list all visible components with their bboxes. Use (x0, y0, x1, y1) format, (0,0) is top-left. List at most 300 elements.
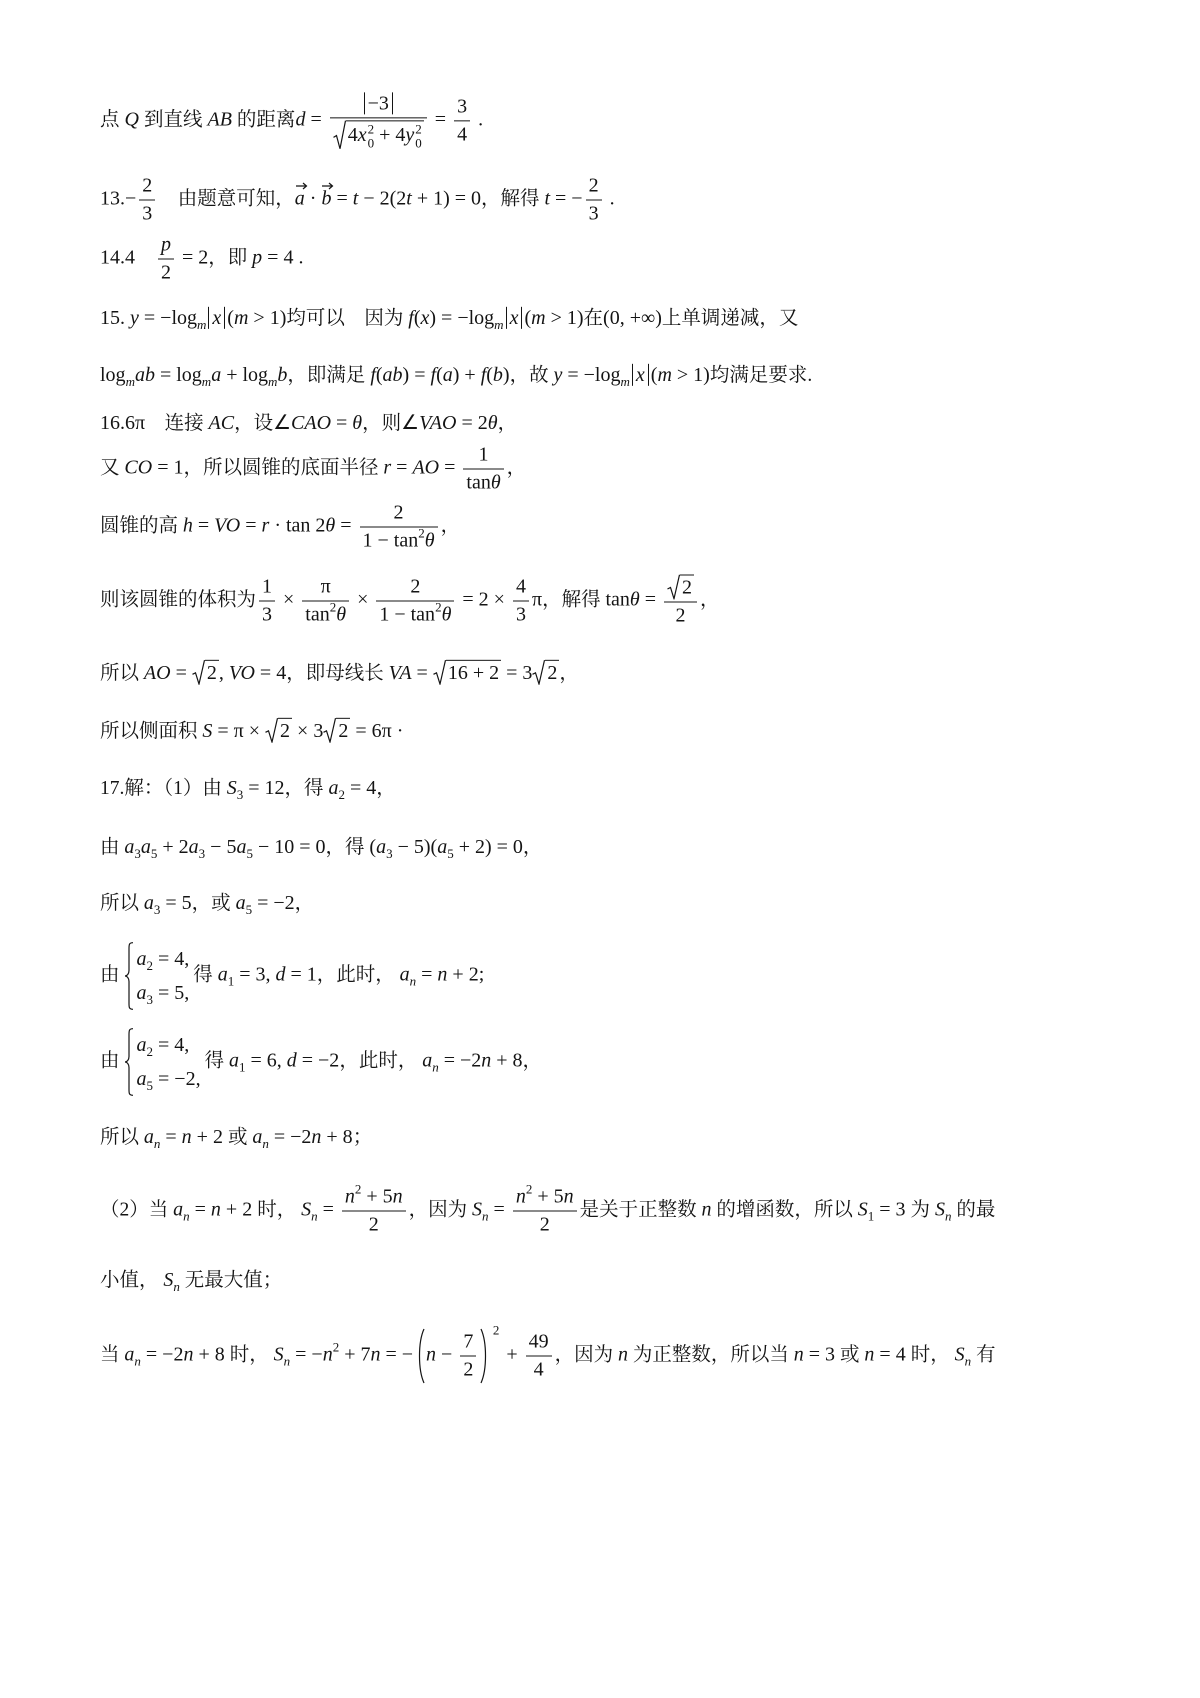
math-variable: CO (124, 456, 153, 479)
fraction (454, 96, 470, 147)
numerator (139, 175, 155, 200)
text-line (100, 234, 303, 285)
text-line (100, 1322, 996, 1384)
fraction (586, 175, 602, 226)
math-text: − 2(2 (358, 187, 407, 210)
math-variable: a (143, 1125, 154, 1148)
math-text: 3 (515, 603, 526, 626)
math-text: 4 (533, 1358, 544, 1381)
math-text: = log (154, 363, 202, 386)
math-text: = − (550, 187, 583, 210)
superscript: 2 (354, 1181, 362, 1197)
radical-sign-stroke (668, 575, 680, 599)
math-text: 2 (280, 719, 291, 742)
radicand (205, 660, 219, 685)
cjk-text: 所以 (100, 662, 144, 684)
subscript: n (409, 973, 417, 989)
math-text: 2 (338, 719, 349, 742)
cjk-text: 在 (583, 307, 604, 329)
denominator (139, 200, 155, 226)
cjk-text: ， (294, 892, 315, 914)
cjk-text: 为正整数，所以当 (627, 1344, 794, 1366)
math-variable: a (235, 891, 246, 914)
cjk-text: ， (497, 412, 518, 434)
math-text: − 10 = 0 (252, 835, 326, 858)
math-text: 2 (682, 576, 692, 599)
math-text: − 5)( (392, 835, 438, 858)
math-variable: n (426, 1343, 437, 1366)
numerator (463, 444, 503, 469)
numerator (664, 575, 697, 602)
math-variable: θ (325, 514, 336, 537)
math-variable: a (136, 1034, 147, 1056)
cjk-text: 则该圆锥的体积为 (100, 589, 257, 611)
math-text: + 5 (532, 1185, 564, 1208)
cjk-text: ，故 (509, 364, 554, 386)
math-text: 14.4 (100, 246, 155, 269)
math-text: + 2; (447, 963, 485, 986)
math-variable: θ (336, 603, 347, 626)
math-variable: S (472, 1198, 483, 1221)
math-text: = 4, (153, 1034, 190, 1056)
radical-sign-icon (667, 575, 680, 600)
math-variable: b (492, 363, 503, 386)
math-text: ) (502, 363, 510, 386)
math-variable: b (321, 187, 332, 210)
equation-system (122, 1028, 201, 1096)
subscript: 5 (245, 901, 253, 917)
math-text: −3 (367, 92, 389, 115)
radicand (446, 660, 501, 685)
superscript: 2 (329, 599, 337, 615)
math-text: 3 (457, 95, 468, 118)
math-text: = 3 (803, 1343, 841, 1366)
math-variable: ab (382, 363, 403, 386)
radicand (346, 120, 424, 149)
math-text: = (391, 456, 413, 479)
math-variable: n (481, 1049, 492, 1072)
cjk-text: ，此时， (316, 964, 400, 986)
cjk-text: ， (700, 589, 720, 611)
math-text: 1 − tan (362, 529, 419, 552)
radical-sign-stroke (324, 718, 336, 742)
denominator (463, 469, 503, 495)
math-variable: a (188, 835, 199, 858)
fraction (360, 502, 438, 553)
superscript: 2 (367, 121, 375, 137)
math-text: = (192, 514, 215, 537)
superscript: 2 (415, 121, 422, 137)
math-text: = (240, 514, 262, 537)
denominator (259, 601, 275, 627)
math-text: ) = −log (429, 306, 495, 329)
math-text: π (320, 575, 331, 598)
math-text: ∠ (401, 411, 420, 434)
math-text: 15. (100, 306, 130, 329)
cjk-text: 所以 (100, 1126, 144, 1148)
math-text: = (639, 588, 661, 611)
math-text: 3 (262, 603, 273, 626)
text-line (100, 1124, 372, 1150)
text-line (100, 362, 812, 388)
math-text: = (331, 411, 353, 434)
math-variable: θ (352, 411, 363, 434)
denominator (513, 601, 529, 627)
math-text: ( (486, 363, 493, 386)
math-text: 1 − tan (379, 603, 436, 626)
math-variable: n (344, 1185, 355, 1208)
math-variable: θ (424, 529, 435, 552)
math-text: 2 (161, 261, 171, 284)
cjk-text: 17.解：（1）由 (100, 777, 227, 799)
left-brace-stroke (125, 943, 133, 1010)
denominator (342, 1211, 406, 1237)
cjk-text: 均满足要求. (709, 364, 813, 386)
equation-system (122, 942, 190, 1010)
subscript: 0 (415, 135, 422, 150)
math-text: > 1) (545, 306, 584, 329)
math-variable: p (252, 246, 263, 269)
vector-arrow-stroke (322, 183, 333, 189)
math-text: ) + (452, 363, 481, 386)
cjk-text: 的最 (951, 1199, 996, 1221)
cjk-text: ，因为 (554, 1344, 618, 1366)
math-variable: n (793, 1343, 804, 1366)
denominator (454, 121, 470, 147)
math-variable: f (370, 363, 376, 386)
cjk-text: 所以侧面积 (100, 720, 203, 742)
denominator (460, 1356, 476, 1382)
math-variable: n (437, 963, 448, 986)
math-variable: t (544, 187, 550, 210)
subscript: 1 (227, 973, 235, 989)
cjk-text: ，解得 (481, 188, 545, 210)
math-text: + 8 (491, 1049, 523, 1072)
cjk-text: 的距离 (236, 109, 296, 131)
math-variable: t (406, 187, 412, 210)
sub-superscript (415, 122, 422, 149)
math-variable: VO (214, 514, 241, 537)
math-text: × (278, 588, 300, 611)
math-text: 2 (463, 1358, 474, 1381)
math-text: − 5 (205, 835, 237, 858)
math-text: = 5 (160, 891, 192, 914)
math-text: = 1 (152, 456, 184, 479)
text-line (100, 175, 615, 226)
subscript: m (268, 373, 278, 389)
radical-sign-icon (433, 660, 446, 685)
math-text: = −2 (252, 891, 295, 914)
subscript: n (482, 1208, 489, 1224)
subscript: 5 (246, 845, 253, 861)
cjk-text: 时， (229, 1344, 274, 1366)
math-variable: a (124, 1343, 135, 1366)
denominator (360, 527, 438, 553)
math-text: = 6π · (350, 719, 404, 742)
math-text: + (501, 1343, 523, 1366)
math-variable: ab (134, 363, 155, 386)
denominator (513, 1211, 577, 1237)
math-text: = −log (562, 363, 621, 386)
math-variable: AO (412, 456, 440, 479)
math-text: ∠ (273, 411, 292, 434)
math-text: = −2 (296, 1049, 340, 1072)
math-variable: h (182, 514, 193, 537)
radical-sign-stroke (433, 660, 445, 684)
subscript: n (173, 1278, 180, 1294)
math-text: ( (436, 363, 443, 386)
subscript: m (125, 373, 135, 389)
text-line (100, 942, 484, 1010)
subscript: n (183, 1208, 190, 1224)
math-variable: a (136, 1068, 147, 1090)
math-variable: d (286, 1049, 297, 1072)
math-text: 2 (393, 501, 404, 524)
math-text: 49 (528, 1330, 549, 1353)
text-line (100, 1181, 996, 1237)
math-text: + 5 (361, 1185, 393, 1208)
cjk-text: ，即满足 (287, 364, 371, 386)
math-variable: x (420, 306, 430, 329)
math-variable: n (322, 1343, 333, 1366)
vector-arrow-icon (296, 183, 307, 190)
square-root (265, 718, 292, 743)
cjk-text: ，得 (325, 836, 370, 858)
math-variable: n (183, 1343, 194, 1366)
math-text: × (352, 588, 374, 611)
numerator (526, 1331, 552, 1356)
math-variable: VA (388, 661, 412, 684)
cjk-text: ； (352, 1126, 373, 1148)
math-text: ( (369, 835, 377, 858)
math-text: . (604, 187, 615, 210)
math-text: = 1 (285, 963, 317, 986)
numerator (513, 576, 529, 601)
superscript: 2 (525, 1181, 533, 1197)
text-line (100, 575, 720, 628)
cjk-text: ， (506, 457, 527, 479)
math-text: 2 (675, 604, 686, 627)
cjk-text: 点 (100, 109, 120, 131)
fraction (302, 576, 349, 627)
math-text: tan (466, 471, 491, 494)
subscript: n (964, 1353, 972, 1369)
math-text: = −2 (438, 1049, 482, 1072)
cjk-text: 到直线 (143, 109, 203, 131)
math-text: = 4, (153, 948, 190, 970)
cjk-text: （2）当 (100, 1199, 174, 1221)
right-parenthesis-icon (480, 1329, 489, 1384)
left-brace-icon (124, 1028, 134, 1096)
cjk-text: ，设 (234, 412, 274, 434)
denominator (158, 259, 174, 285)
text-line (100, 410, 517, 436)
math-text: = (170, 661, 192, 684)
cjk-text: 得 (193, 964, 218, 986)
superscript: 2 (332, 1339, 340, 1355)
math-variable: x (357, 124, 367, 146)
numerator (586, 175, 602, 200)
fraction (460, 1331, 476, 1382)
math-text: 16.6π (100, 411, 146, 434)
math-variable: t (352, 187, 359, 210)
cjk-text: 圆锥的高 (100, 515, 183, 537)
math-text: = (439, 456, 461, 479)
radicand (680, 575, 694, 600)
math-text: = 2 (177, 246, 209, 269)
math-text: 1 (262, 575, 273, 598)
math-variable: f (430, 363, 437, 386)
radicand (336, 718, 350, 743)
math-variable: p (161, 233, 171, 256)
radical-sign-stroke (266, 718, 278, 742)
numerator (376, 576, 454, 601)
math-variable: a (228, 1049, 239, 1072)
subscript: 1 (867, 1208, 875, 1224)
math-text: log (100, 363, 126, 386)
left-brace-icon (124, 942, 134, 1010)
cjk-text: 时， (910, 1344, 955, 1366)
math-variable: n (181, 1125, 192, 1148)
math-variable: n (701, 1198, 712, 1221)
math-text: = 3 (874, 1198, 911, 1221)
math-variable: S (202, 719, 213, 742)
math-text: 3 (142, 202, 153, 225)
cjk-text: ， (376, 777, 396, 799)
math-variable: S (954, 1343, 965, 1366)
math-variable: a (442, 363, 453, 386)
math-text: 2 (547, 661, 558, 684)
math-text: 2 (142, 174, 153, 197)
numerator (259, 576, 275, 601)
cjk-text: ，得 (284, 777, 329, 799)
math-text: > 1) (671, 363, 710, 386)
math-variable: n (311, 1125, 322, 1148)
math-variable: a (328, 776, 339, 799)
math-variable: n (210, 1198, 221, 1221)
cjk-text: ，所以圆锥的底面半径 (183, 457, 384, 479)
cjk-text: ，或 (191, 892, 236, 914)
math-text: = 4 (254, 661, 287, 684)
math-text: = − (290, 1343, 323, 1366)
square-root (333, 120, 424, 149)
radical-sign-icon (192, 660, 205, 685)
cjk-text: 或 (227, 1126, 253, 1148)
cjk-text: 由题意可知， (158, 188, 295, 210)
subscript: n (153, 1135, 161, 1151)
cjk-text: 均可以 因为 (286, 307, 409, 329)
math-text: = −2 (140, 1343, 184, 1366)
math-text: ( (650, 363, 658, 386)
cjk-text: 得 (204, 1050, 229, 1072)
subscript: 2 (146, 958, 154, 973)
math-variable: θ (490, 471, 501, 494)
math-text: = −2, (153, 1068, 201, 1090)
math-text: · tan 2 (269, 514, 326, 537)
cjk-text: 连接 (145, 412, 209, 434)
math-text: 4 (347, 124, 358, 146)
radical-sign-stroke (533, 660, 545, 684)
math-text: = π × (212, 719, 266, 742)
math-variable: S (301, 1198, 312, 1221)
text-line (100, 834, 542, 860)
right-parenthesis-stroke (481, 1329, 486, 1383)
math-variable: a (143, 891, 154, 914)
subscript: m (201, 373, 212, 389)
math-text: + 2 (191, 1125, 228, 1148)
superscript: 2 (418, 525, 425, 541)
radical-sign-stroke (333, 121, 345, 149)
square-root (433, 660, 501, 685)
radical-sign-stroke (192, 660, 204, 684)
subscript: n (944, 1208, 952, 1224)
math-variable: a (437, 835, 448, 858)
text-line (100, 305, 798, 331)
absolute-value (506, 307, 523, 329)
math-text: + 2 (220, 1198, 258, 1221)
text-line (100, 1028, 542, 1096)
subscript: n (283, 1353, 291, 1369)
math-text: 2 (588, 174, 599, 197)
denominator (526, 1356, 552, 1382)
math-variable: d (275, 963, 286, 986)
subscript: 3 (236, 786, 244, 802)
cjk-text: ， (440, 515, 461, 537)
math-variable: S (857, 1198, 868, 1221)
big-parentheses (415, 1329, 490, 1384)
subscript: 1 (238, 1059, 246, 1075)
math-text: − (436, 1343, 458, 1366)
subscript: n (134, 1353, 141, 1369)
subscript: 0 (367, 135, 375, 150)
math-text: = 5, (153, 982, 190, 1004)
math-text: = 2 × (457, 588, 510, 611)
math-text: 4 (515, 575, 526, 598)
fraction (259, 576, 275, 627)
math-text: + log (221, 363, 269, 386)
cjk-text: 由 (100, 836, 125, 858)
subscript: 5 (447, 845, 454, 861)
math-variable: CAO (291, 411, 332, 434)
denominator (664, 602, 697, 628)
math-variable: AC (208, 411, 235, 434)
math-text: 2 (368, 1213, 379, 1236)
numerator (460, 1331, 476, 1356)
cjk-text: 无最大值； (179, 1269, 283, 1291)
fraction (342, 1181, 406, 1237)
math-variable: θ (441, 603, 452, 626)
cjk-text: 所以 (100, 892, 144, 914)
equation-row (137, 1028, 201, 1062)
denominator (302, 601, 349, 627)
fraction (330, 92, 427, 149)
vector-arrow-stroke (296, 183, 307, 189)
text-line (100, 660, 579, 686)
cjk-text: ， (522, 1050, 543, 1072)
math-variable: a (136, 982, 147, 1004)
text-line (100, 718, 403, 744)
cjk-text: ，解得 (542, 589, 606, 611)
math-variable: a (217, 963, 228, 986)
fraction (513, 1181, 577, 1237)
math-text: + 8 (193, 1343, 230, 1366)
equation-rows (137, 942, 190, 1010)
superscript: 2 (435, 599, 442, 615)
parenthesized-content (426, 1330, 479, 1381)
math-variable: m (531, 306, 546, 329)
math-text: tan (605, 588, 630, 611)
square-root (667, 575, 694, 600)
